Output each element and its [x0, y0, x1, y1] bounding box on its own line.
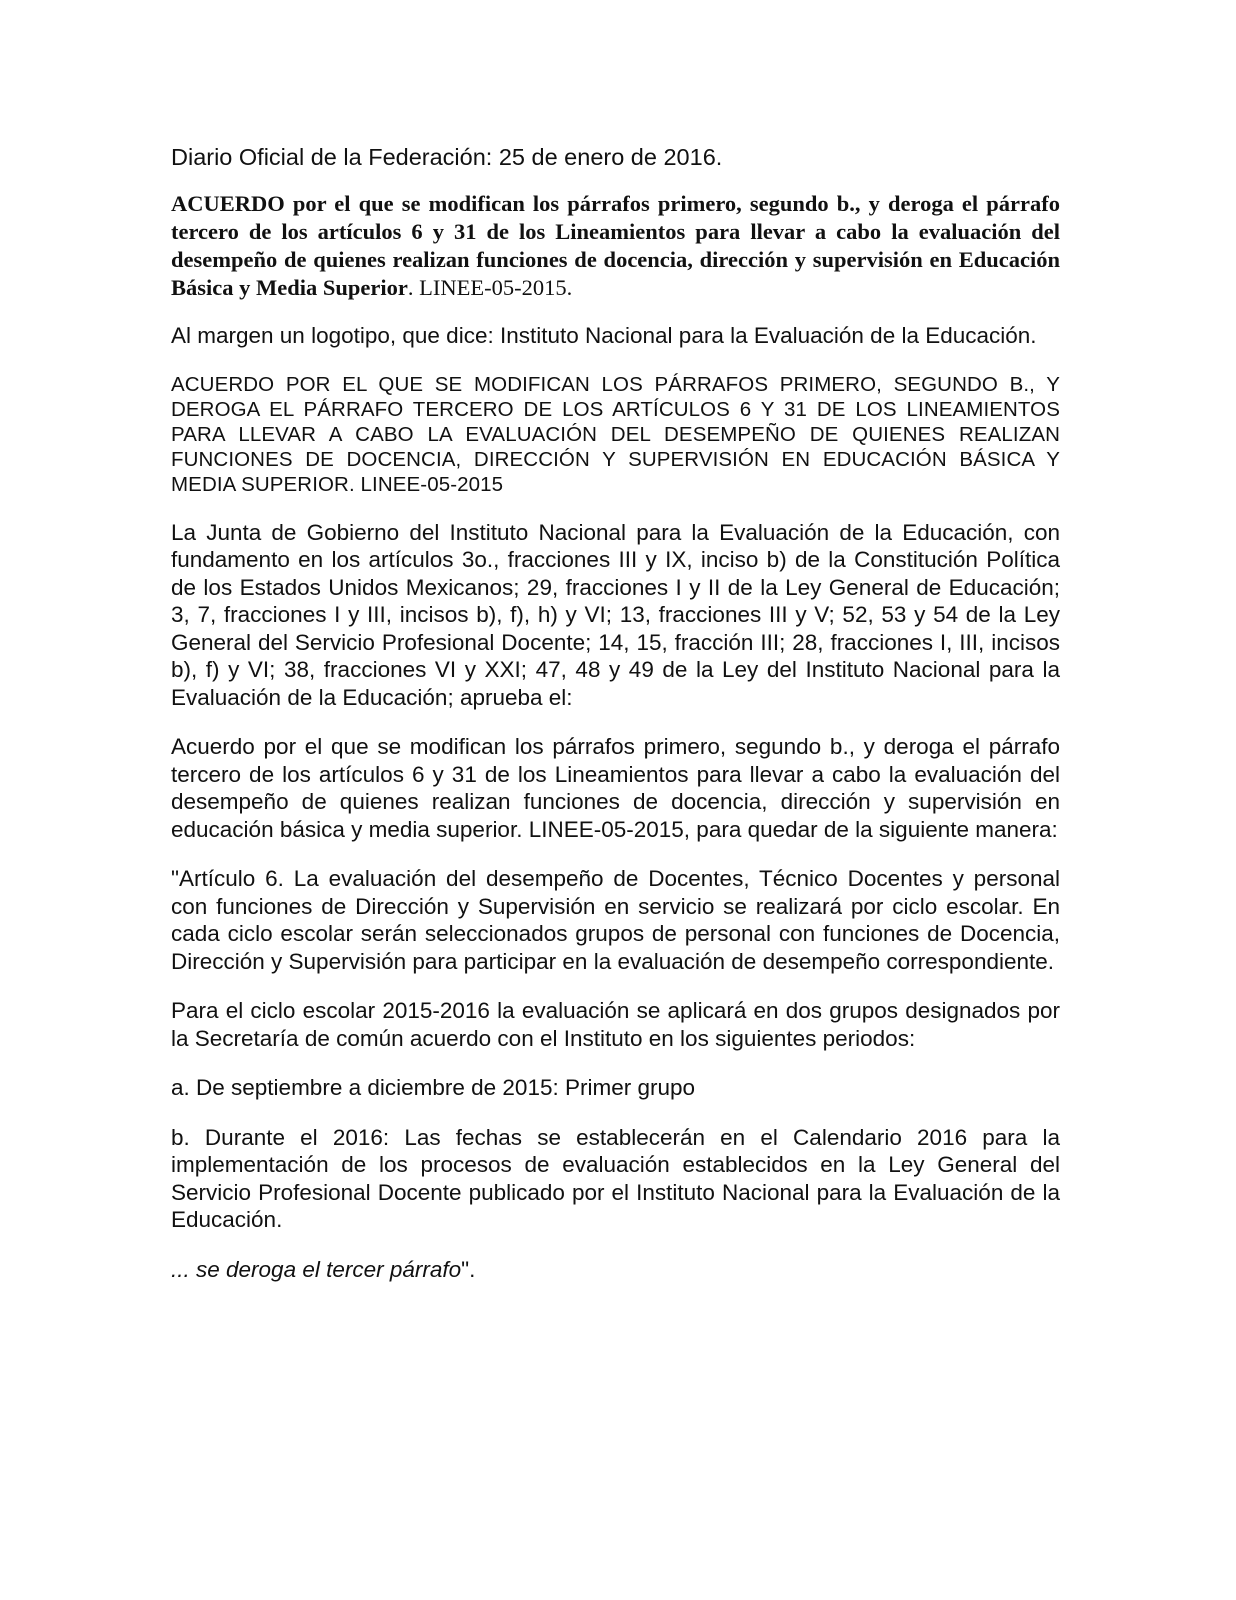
school-cycle-paragraph: Para el ciclo escolar 2015-2016 la evaluación se aplicará en dos grupos designados por la Secretaría de común acuerdo con el Instituto en los siguientes periodos:: [171, 998, 1060, 1051]
uppercase-title: ACUERDO POR EL QUE SE MODIFICAN LOS PÁRRAFOS PRIMERO, SEGUNDO B., Y DEROGA EL PÁRRAFO TERCERO DE LOS ARTÍCULOS 6 Y 31 DE LOS LINEAMIENTOS PARA LLEVAR A CABO LA EVALUACIÓN DEL DESEMPEÑO DE QUIENES REALIZAN FUNCIONES DE DOCENCIA, DIRECCIÓN Y SUPERVISIÓN EN EDUCACIÓN BÁSICA Y MEDIA SUPERIOR. LINEE-05-2015: [171, 372, 1060, 496]
item-b: b. Durante el 2016: Las fechas se establecerán en el Calendario 2016 para la implementación de los procesos de evaluación establecidos en la Ley General del Servicio Profesional Docente publicado por el Instituto Nacional para la Evaluación de la Educación.: [171, 1124, 1060, 1232]
agreement-title-code: . LINEE-05-2015.: [407, 275, 573, 300]
agreement-paragraph: Acuerdo por el que se modifican los párrafos primero, segundo b., y deroga el párrafo tercero de los artículos 6 y 31 de los Lineamientos para llevar a cabo la evaluación del desempeño de quienes realizan funciones de docencia, dirección y supervisión en educación básica y media superior. LINEE-05-2015, para quedar de la siguiente manera:: [171, 734, 1060, 842]
item-a: a. De septiembre a diciembre de 2015: Primer grupo: [171, 1075, 696, 1100]
agreement-title-bold: ACUERDO por el que se modifican los párrafos primero, segundo b., y deroga el párrafo tercero de los artículos 6 y 31 de los Lineamientos para llevar a cabo la evaluación del desempeño de quienes realizan funciones de docencia, dirección y supervisión en Educación Básica y Media Superior: [171, 191, 1060, 300]
margin-note: Al margen un logotipo, que dice: Instituto Nacional para la Evaluación de la Educación.: [171, 323, 1037, 348]
legal-basis-paragraph: La Junta de Gobierno del Instituto Nacional para la Evaluación de la Educación, con fundamento en los artículos 3o., fracciones III y IX, inciso b) de la Constitución Política de los Estados Unidos Mexicanos; 29, fracciones I y II de la Ley General de Educación; 3, 7, fracciones I y III, incisos b), f), h) y VI; 13, fracciones III y V; 52, 53 y 54 de la Ley General del Servicio Profesional Docente; 14, 15, fracción III; 28, fracciones I, III, incisos b), f) y VI; 38, fracciones VI y XXI; 47, 48 y 49 de la Ley del Instituto Nacional para la Evaluación de la Educación; aprueba el:: [171, 519, 1060, 710]
article-6-paragraph: "Artículo 6. La evaluación del desempeño de Docentes, Técnico Docentes y personal con funciones de Dirección y Supervisión en servicio se realizará por ciclo escolar. En cada ciclo escolar serán seleccionados grupos de personal con funciones de Docencia, Dirección y Supervisión para participar en la evaluación de desempeño correspondiente.: [171, 866, 1060, 974]
closing-suffix: ".: [461, 1256, 476, 1282]
closing-italic: ... se deroga el tercer párrafo: [171, 1256, 462, 1282]
document-page: [171, 142, 1060, 1283]
agreement-title: [171, 190, 1060, 302]
publication-header: Diario Oficial de la Federación: 25 de enero de 2016.: [171, 144, 723, 170]
closing-line: [171, 1256, 1060, 1284]
